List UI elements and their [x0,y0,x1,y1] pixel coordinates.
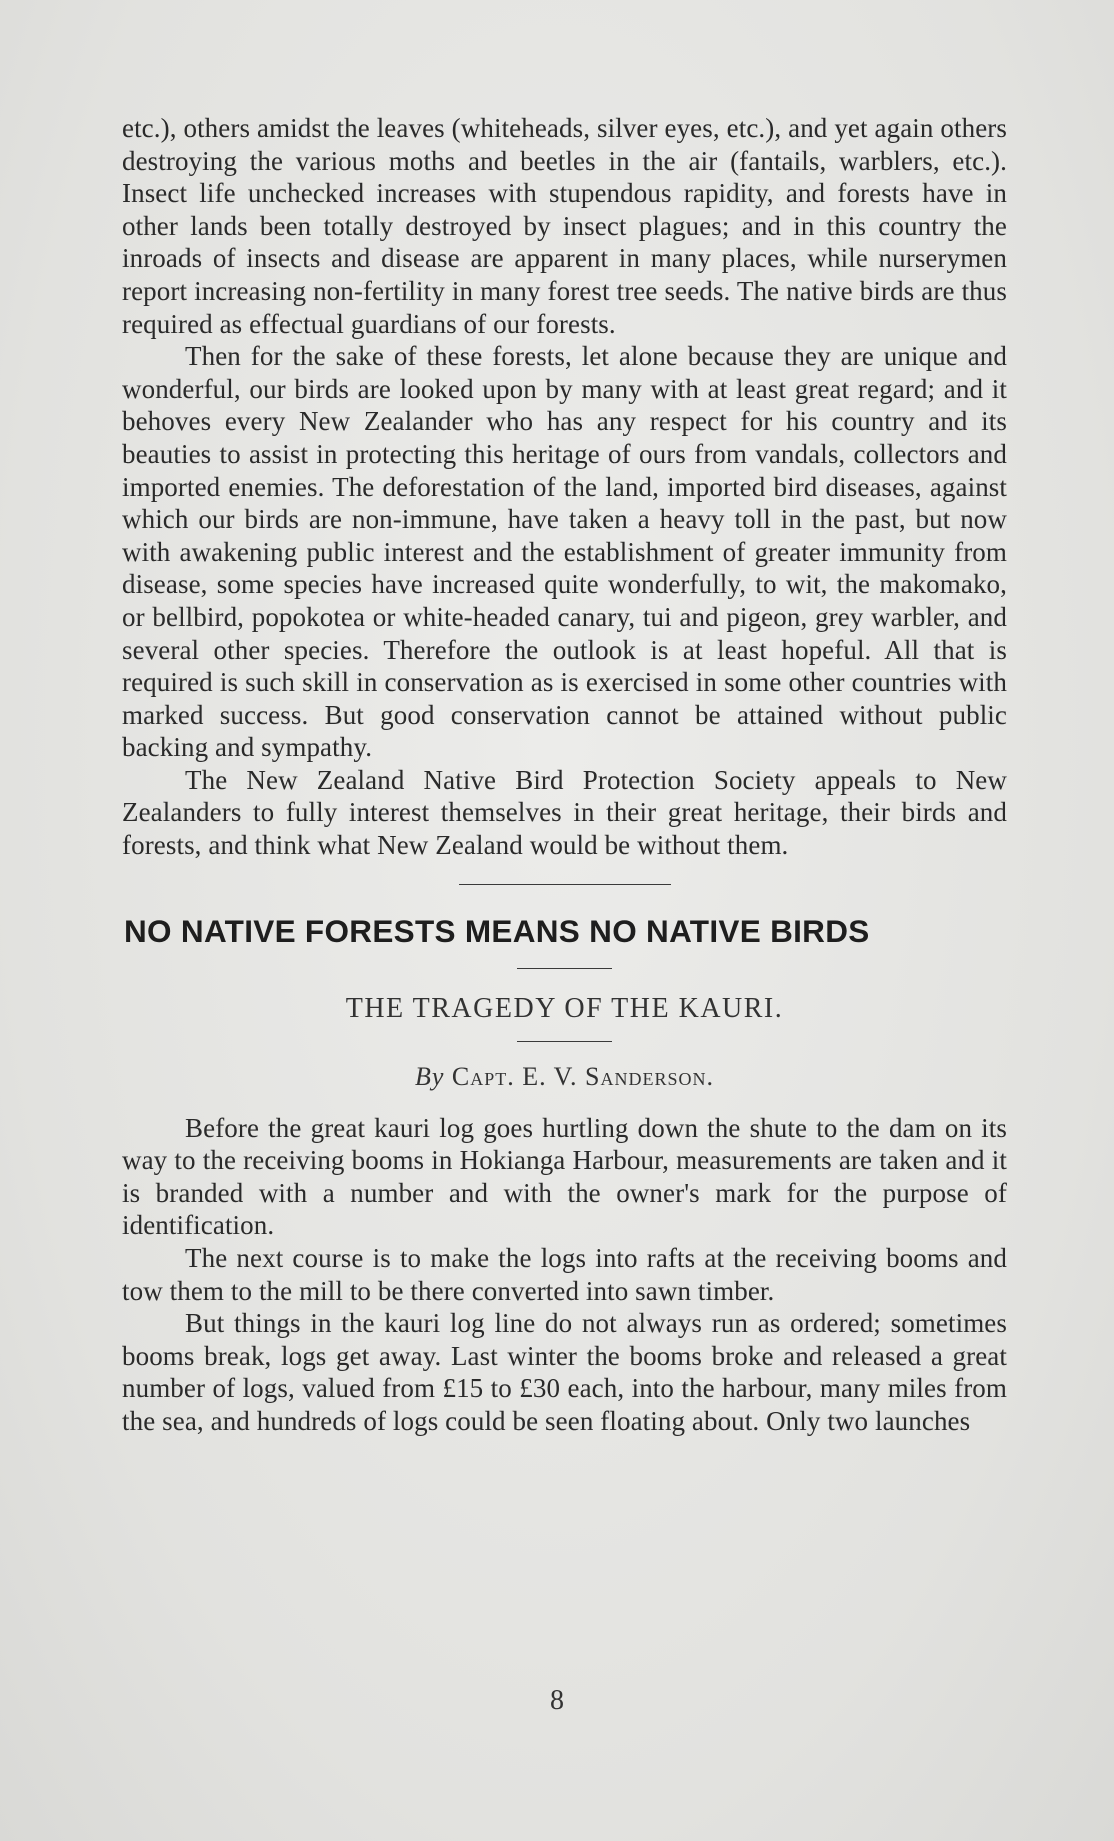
body-paragraph: The New Zealand Native Bird Protection Society appeals to New Zealanders to fully interest themselves in their great heritage, their birds and forests, and think what New Zealand would be without them. [122,764,1007,861]
article-paragraph: Before the great kauri log goes hurtling down the shute to the dam on its way to the receiving booms in Hokianga Harbour, measurements are taken and it is branded with a number and with the owner's mark for the purpose of identification. [122,1112,1007,1241]
title-divider [517,1041,612,1042]
page-number: 8 [550,1685,564,1716]
article-paragraph: The next course is to make the logs into rafts at the receiving booms and tow them to the mill to be there converted into sawn timber. [122,1243,1007,1306]
byline-author: Capt. E. V. Sanderson. [451,1061,715,1091]
body-paragraph: Then for the sake of these forests, let alone because they are unique and wonderful, our birds are looked upon by many with at least great regard; and it behoves every New Zealander who has any respect for his country and its beauties to assist in protecting this heritage of ours from vandals, collectors and imported enemies. The deforestation of the land, imported bird diseases, against which our birds are non-immune, have taken a heavy toll in the past, but now with awakening public interest and the establishment of greater immunity from disease, some species have increased quite wonderfully, to wit, the makomako, or bellbird, popokotea or white-headed canary, tui and pigeon, grey warbler, and several other species. Therefore the outlook is at least hopeful. All that is required is such skill in conservation as is exercised in some other countries with marked success. But good conservation cannot be attained without public backing and sympathy. [122,341,1007,763]
section-heading: NO NATIVE FORESTS MEANS NO NATIVE BIRDS [124,912,870,949]
heading-divider [517,968,612,969]
article-title: THE TRAGEDY OF THE KAURI. [345,992,784,1024]
byline-by: By [414,1061,445,1091]
section-divider [459,884,671,885]
byline [122,1062,1007,1092]
document-page [122,112,1007,1438]
article-body [122,1112,1007,1438]
body-paragraph: etc.), others amidst the leaves (whiteheads, silver eyes, etc.), and yet again others destroying the various moths and beetles in the air (fantails, warblers, etc.). Insect life unchecked increases with stupendous rapidity, and forests have in other lands been totally destroyed by insect plagues; and in this country the inroads of insects and disease are apparent in many places, while nurserymen report increasing non-fertility in many forest tree seeds. The native birds are thus required as effectual guardians of our forests. [122,113,1007,339]
article-paragraph: But things in the kauri log line do not always run as ordered; sometimes booms break, logs get away. Last winter the booms broke and released a great number of logs, valued from £15 to £30 each, into the harbour, many miles from the sea, and hundreds of logs could be seen floating about. Only two launches [122,1308,1007,1436]
